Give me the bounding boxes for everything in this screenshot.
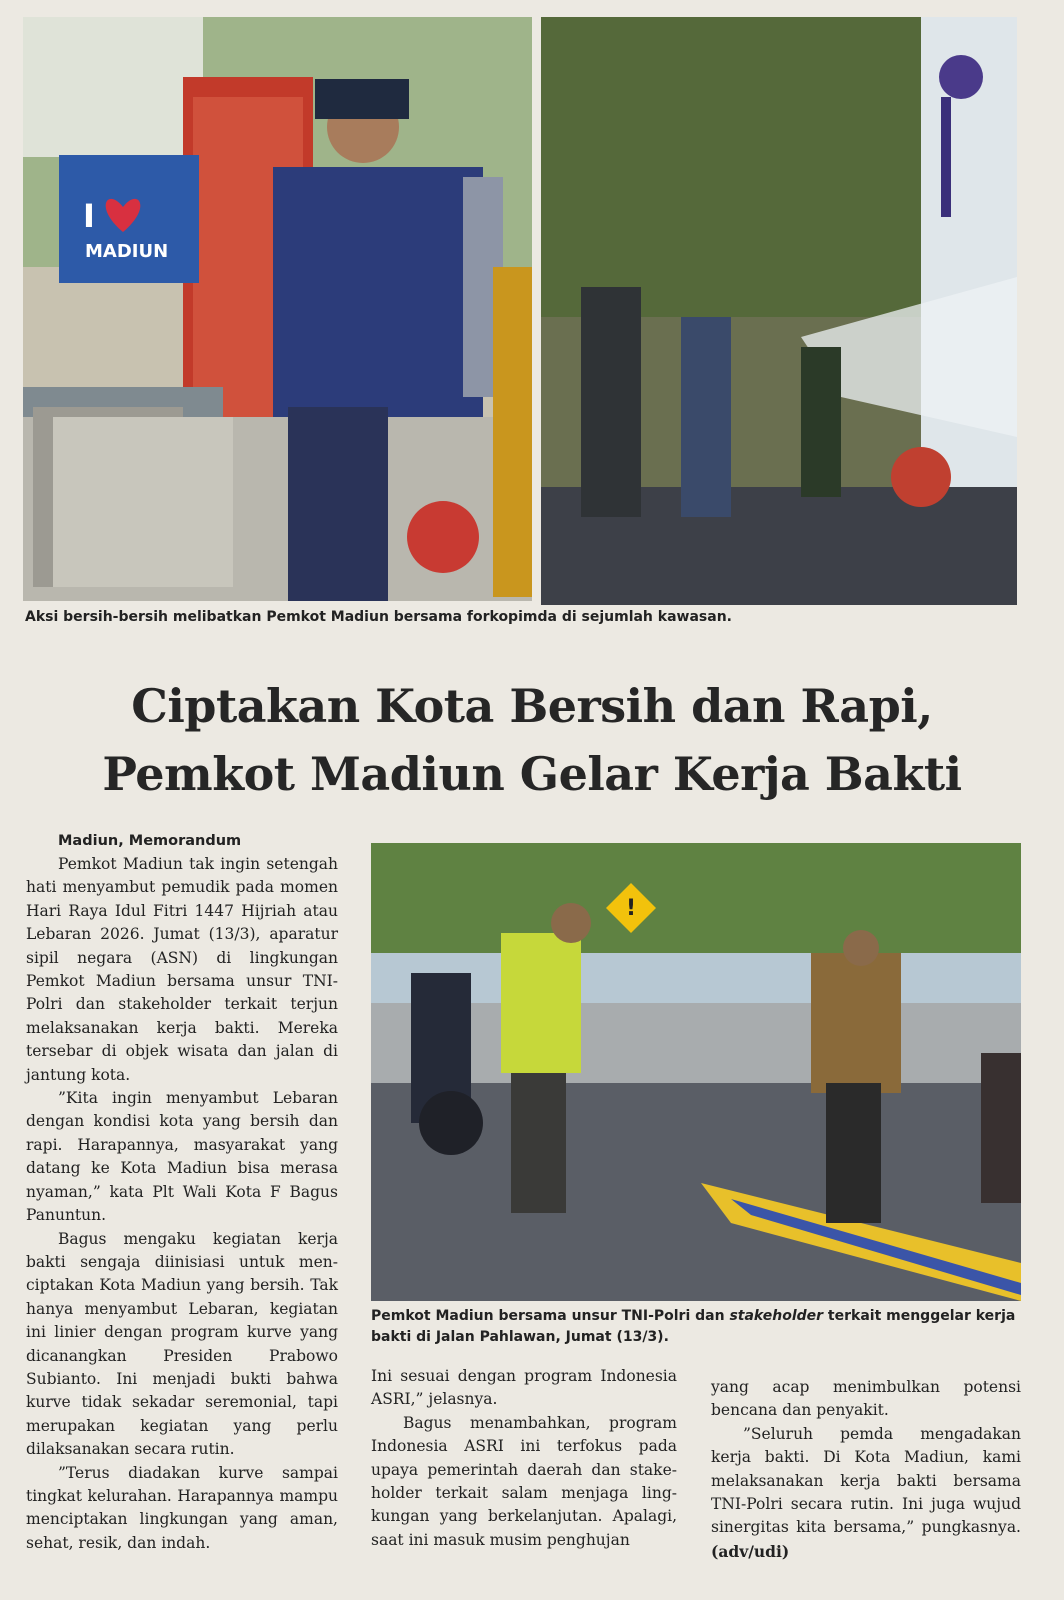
article-column-3	[711, 1376, 1021, 1564]
dateline: Madiun, Memorandum	[58, 833, 242, 849]
photo-spraying-water	[541, 17, 1017, 605]
headline	[30, 672, 1034, 808]
photo-sweeping-street	[371, 843, 1021, 1301]
photo-officials-cleaning	[23, 17, 532, 601]
paragraph: Pemkot Madiun tak ingin setengah hati menyambut pemudik pada momen Hari Raya Idul Fitri 1447 Hijriah atau Lebaran 2026. Jumat (13/3), aparatur sipil negara (ASN) di lingkungan Pemkot Madiun bersama unsur TNI-Polri dan stakeholder terkait terjun melaksanakan kerja bakti. Mereka tersebar di objek wisata dan jalan di jantung kota.	[26, 855, 338, 1084]
article-column-2	[371, 1365, 677, 1552]
paragraph: yang acap menimbulkan potensi bencana dan penyakit.	[711, 1378, 1021, 1420]
headline-line-2: Pemkot Madiun Gelar Kerja Bakti	[102, 747, 962, 801]
paragraph: Bagus mengaku kegiatan kerja bakti sengaja diinisiasi untuk menciptakan Kota Madiun yang bersih. Tak hanya menyambut Lebaran, kegiatan ini linier dengan program kurve yang dicanangkan Presiden Prabowo Subianto. Ini menjadi bukti bahwa kurve tidak sekadar seremonial, tapi merupakan kegiatan yang perlu dilaksanakan secara rutin.	[26, 1229, 338, 1459]
caption-mid-photo	[371, 1306, 1026, 1348]
paragraph: Ini sesuai dengan program Indonesia ASRI,” jelasnya.	[371, 1367, 677, 1409]
article-column-1	[26, 830, 338, 1555]
svg-text:!: !	[626, 896, 637, 921]
headline-line-1: Ciptakan Kota Bersih dan Rapi,	[131, 679, 933, 733]
paragraph	[711, 1423, 1021, 1564]
caption-top-photos: Aksi bersih-bersih melibatkan Pemkot Madiun bersama forkopimda di sejumlah kawasan.	[25, 609, 732, 625]
author-signoff: (adv/udi)	[711, 1541, 790, 1561]
paragraph: ”Terus diadakan kurve sampai tingkat kelurahan. Harapannya mampu menciptakan lingkungan yang aman, sehat, resik, dan indah.	[26, 1463, 338, 1552]
paragraph: ”Kita ingin menyambut Lebaran dengan kondisi kota yang bersih dan rapi. Harapannya, masyarakat yang datang ke Kota Madiun bisa merasa nyaman,” kata Plt Wali Kota F Bagus Panuntun.	[26, 1089, 338, 1225]
caption-mid-italic: stakeholder	[729, 1308, 824, 1324]
paragraph: Bagus menambahkan, program Indonesia ASRI ini terfokus pada upaya pemerintah daerah dan stakeholder terkait salam menjaga lingkungan yang berkelanjutan. Apalagi, saat ini masuk musim penghujan	[371, 1413, 677, 1549]
sign-letter-i: I	[83, 197, 95, 235]
sign-madiun: MADIUN	[85, 241, 169, 262]
closing-quote: ”Seluruh pemda mengadakan kerja bakti. Di Kota Madiun, kami melaksanakan kerja bakti bersama TNI-Polri secara rutin. Ini juga wujud sinergitas kita bersama,” pungkasnya.	[711, 1424, 1021, 1537]
caption-mid-part-1: Pemkot Madiun bersama unsur TNI-Polri dan	[371, 1308, 730, 1324]
caption-mid-part-2: terkait menggelar kerja bakti di Jalan Pahlawan, Jumat (13/3).	[371, 1308, 1016, 1345]
